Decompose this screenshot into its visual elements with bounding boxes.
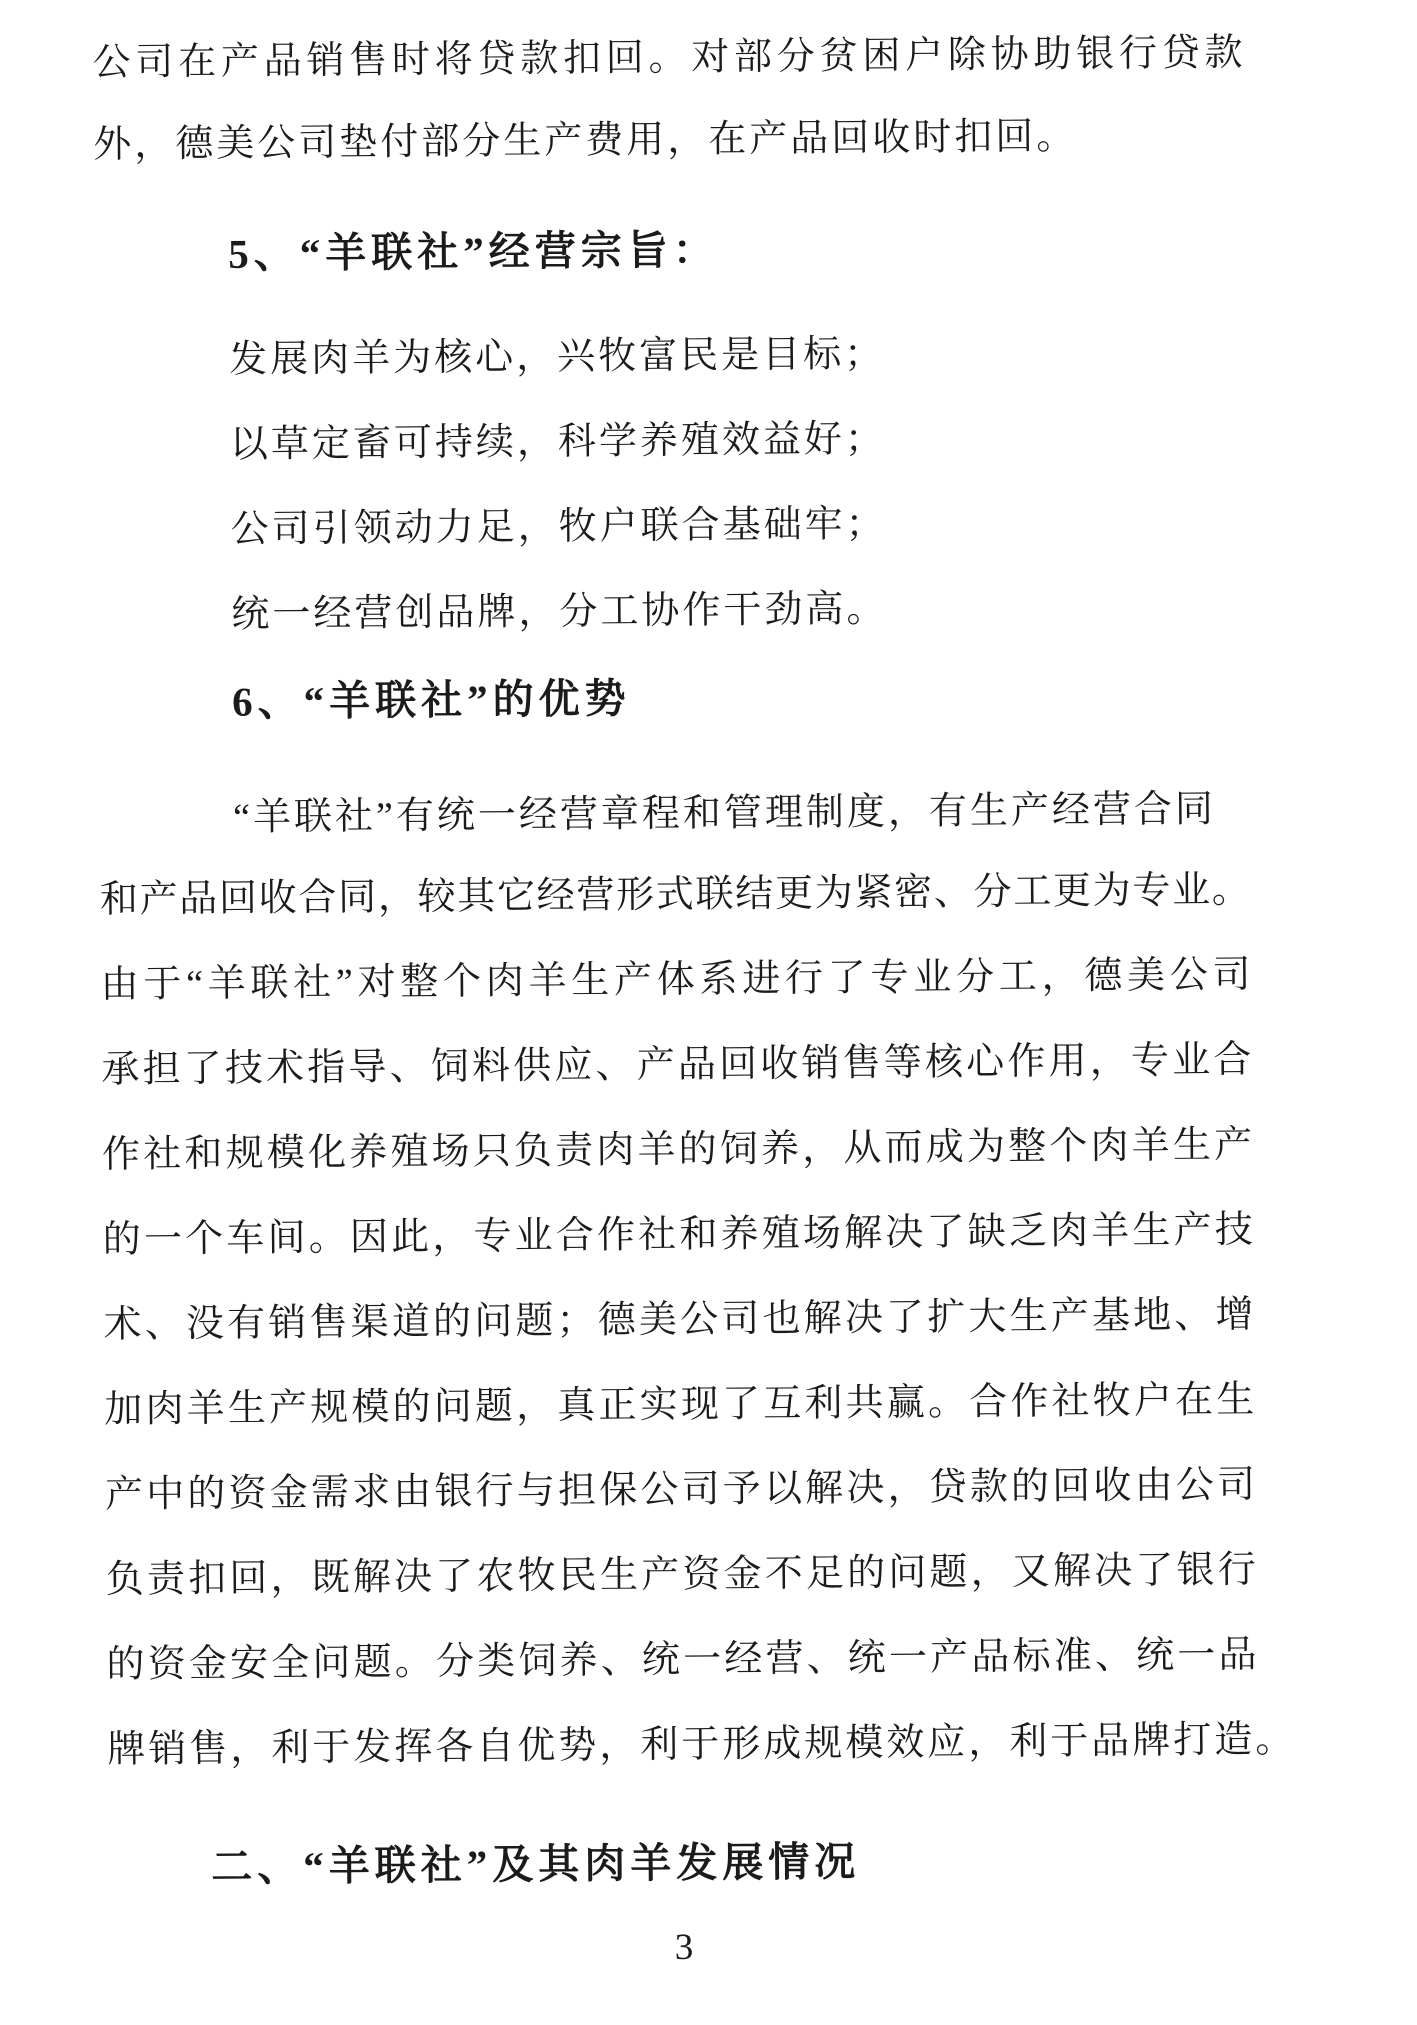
motto-line: 以草定畜可持续，科学养殖效益好； — [229, 418, 887, 466]
body-text-line: 由于“羊联社”对整个肉羊生产体系进行了专业分工，德美公司 — [100, 953, 1251, 1006]
motto-line: 公司引领动力足，牧户联合基础牢； — [230, 503, 887, 551]
body-text-line: 产中的资金需求由银行与担保公司予以解决，贷款的回收由公司 — [104, 1463, 1256, 1516]
section-5-heading: 5、“羊联社”经营宗旨： — [228, 226, 719, 277]
body-text-line: 外，德美公司垫付部分生产费用，在产品回收时扣回。 — [93, 115, 1078, 166]
body-text-line: 作社和规模化养殖场只负责肉羊的饲养，从而成为整个肉羊生产 — [101, 1123, 1253, 1176]
body-text-line: “羊联社”有统一经营章程和管理制度，有生产经营合同 — [232, 788, 1217, 839]
body-text-line: 负责扣回，既解决了农牧民生产资金不足的问题，又解决了银行 — [105, 1548, 1256, 1601]
body-text-line: 承担了技术指导、饲料供应、产品回收销售等核心作用，专业合 — [101, 1038, 1252, 1091]
body-text-line: 公司在产品销售时将贷款扣回。对部分贫困户除协助银行贷款 — [92, 31, 1243, 84]
page-number: 3 — [674, 1926, 694, 1968]
body-text-line: 加肉羊生产规模的问题，真正实现了互利共赢。合作社牧户在生 — [104, 1378, 1255, 1431]
motto-line: 统一经营创品牌，分工协作干劲高。 — [231, 588, 888, 636]
body-text-line: 牌销售，利于发挥各自优势，利于形成规模效应，利于品牌打造。 — [107, 1718, 1297, 1771]
page-content — [92, 0, 1297, 2025]
motto-line: 发展肉羊为核心，兴牧富民是目标； — [228, 333, 886, 381]
section-6-heading: 6、“羊联社”的优势 — [231, 675, 631, 725]
body-text-line: 的资金安全问题。分类饲养、统一经营、统一产品标准、统一品 — [106, 1633, 1257, 1686]
body-text-line: 和产品回收合同，较其它经营形式联结更为紧密、分工更为专业。 — [99, 868, 1250, 921]
section-2-heading: 二、“羊联社”及其肉羊发展情况 — [211, 1838, 861, 1891]
body-text-line: 的一个车间。因此，专业合作社和养殖场解决了缺乏肉羊生产技 — [102, 1208, 1253, 1261]
body-text-line: 术、没有销售渠道的问题；德美公司也解决了扩大生产基地、增 — [103, 1293, 1254, 1346]
